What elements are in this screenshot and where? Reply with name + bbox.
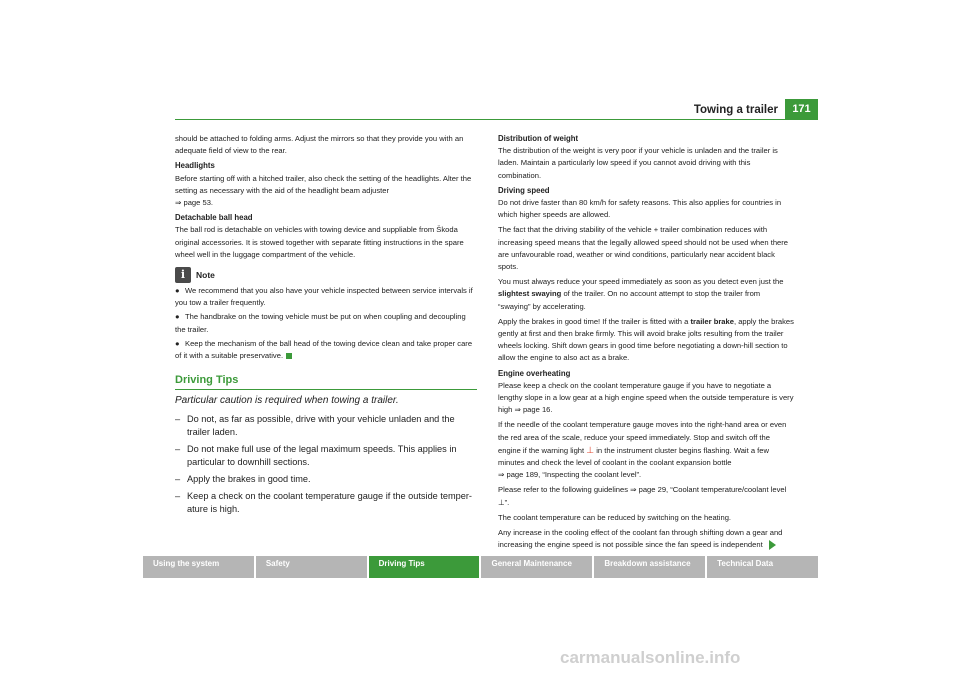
- header-rule: [175, 119, 818, 120]
- instruction-item: – Do not make full use of the legal maximum speeds. This applies in particular to downhill sections.: [175, 443, 457, 467]
- tab-safety[interactable]: Safety: [256, 556, 367, 578]
- right-column: [498, 133, 794, 555]
- note-header: [175, 267, 477, 283]
- engine-paragraph-5: Any increase in the cooling effect of the coolant fan through shifting down a gear and increasing the engine speed is not possible since the fan speed is independent: [498, 528, 783, 550]
- engine-paragraph-2: If the needle of the coolant temperature gauge moves into the right-hand area or even the red area of the scale, reduce your speed immediately. Stop and switch off the engine if the warning light ⊥ in the instrument cluster begins flashing. Wait a few minutes and check the level of coolant in the coolant expansion bottle ⇒ page 189, “Inspecting the coolant level”.: [498, 420, 787, 480]
- tab-technical-data[interactable]: Technical Data: [707, 556, 818, 578]
- note-label: Note: [196, 269, 215, 280]
- tab-using-the-system[interactable]: Using the system: [143, 556, 254, 578]
- weight-heading: Distribution of weight: [498, 134, 579, 143]
- instruction-item: – Apply the brakes in good time.: [175, 473, 311, 484]
- section-title: Driving Tips: [175, 374, 477, 390]
- speed-paragraph-2: The fact that the driving stability of the vehicle + trailer combination reduces with increasing speed means that the legally allowed speed should not be used when there are unfavourable road, weather or wind conditions, particularly near accident black spots.: [498, 225, 789, 272]
- bullet-icon: ●: [175, 338, 180, 348]
- ball-head-heading: Detachable ball head: [175, 213, 253, 223]
- tab-breakdown-assistance[interactable]: Breakdown assistance: [594, 556, 705, 578]
- speed-heading: Driving speed: [498, 185, 550, 195]
- note-item: ● The handbrake on the towing vehicle must be put on when coupling and decoupling the trailer.: [175, 312, 466, 334]
- instruction-item: – Do not, as far as possible, drive with your vehicle unladen and the trailer laden.: [175, 413, 455, 437]
- note-item: ● We recommend that you also have your vehicle inspected between service intervals if you tow a trailer frequently.: [175, 286, 473, 308]
- ball-head-paragraph: The ball rod is detachable on vehicles with towing device and suppliable from Škoda original accessories. It is stowed together with separate fitting instructions in the spare wheel well in the luggage compartment of the vehicle.: [175, 225, 464, 259]
- coolant-warning-light-icon: ⊥: [586, 444, 595, 455]
- headlights-paragraph: [175, 173, 477, 210]
- coolant-level-page-ref[interactable]: ⇒ page 189, “Inspecting the coolant level”.: [498, 470, 642, 480]
- left-column: [175, 133, 477, 520]
- intro-paragraph: should be attached to folding arms. Adjust the mirrors so that they provide you with an adequate field of view to the rear.: [175, 134, 464, 156]
- headlights-page-ref[interactable]: ⇒ page 53.: [175, 198, 214, 208]
- continue-arrow-icon: [769, 540, 776, 550]
- running-header-title: Towing a trailer: [693, 104, 778, 116]
- section-subtitle: Particular caution is required when towing a trailer.: [175, 395, 399, 407]
- engine-paragraph-3: Please refer to the following guidelines ⇒ page 29, “Coolant temperature/coolant level ⊥”.: [498, 485, 787, 507]
- engine-heading: Engine overheating: [498, 368, 571, 378]
- engine-paragraph-1: Please keep a check on the coolant temperature gauge if you have to negotiate a lengthy slope in a low gear at a high engine speed when the outside temperature is very high ⇒ page 16.: [498, 380, 794, 415]
- speed-paragraph-4: Apply the brakes in good time! If the trailer is fitted with a trailer brake, apply the brakes gently at first and then brake firmly. This will avoid brake jolts resulting from the trailer wheels locking. Shift down gears in good time before negotiating a down-hill section to allow the engine to also act as a brake.: [498, 316, 794, 363]
- speed-paragraph-1: Do not drive faster than 80 km/h for safety reasons. This also applies for countries in which higher speeds are allowed.: [498, 198, 782, 220]
- headlights-text: Before starting off with a hitched trailer, also check the setting of the headlights. Alter the setting as necessary with the aid of the headlight beam adjuster: [175, 173, 472, 195]
- page-number-badge: 171: [785, 99, 818, 120]
- watermark: carmanualsonline.info: [560, 648, 741, 667]
- end-of-section-icon: [286, 353, 292, 359]
- bullet-icon: ●: [175, 286, 180, 296]
- note-item: ● Keep the mechanism of the ball head of the towing device clean and take proper care of it with a suitable preservative.: [175, 338, 473, 361]
- tab-general-maintenance[interactable]: General Maintenance: [481, 556, 592, 578]
- engine-paragraph-4: The coolant temperature can be reduced by switching on the heating.: [498, 512, 732, 522]
- chapter-tab-bar: [143, 556, 818, 578]
- weight-paragraph: The distribution of the weight is very poor if your vehicle is unladen and the trailer is laden. Maintain a particularly low speed if you cannot avoid driving with this combination.: [498, 146, 778, 180]
- instruction-item: – Keep a check on the coolant temperature gauge if the outside temper-ature is high.: [175, 490, 472, 514]
- bullet-icon: ●: [175, 312, 180, 322]
- emphasis-trailer-brake: trailer brake: [690, 316, 734, 326]
- headlights-heading: Headlights: [175, 161, 215, 171]
- speed-paragraph-3: You must always reduce your speed immediately as soon as you detect even just the slightest swaying of the trailer. On no account attempt to stop the trailer from “swaying” by accelerating.: [498, 277, 784, 311]
- coolant-symbol-icon: ⊥: [498, 497, 505, 507]
- emphasis-slightest-swaying: slightest swaying: [498, 289, 562, 299]
- note-info-icon: i: [175, 267, 191, 283]
- tab-driving-tips[interactable]: Driving Tips: [369, 556, 480, 578]
